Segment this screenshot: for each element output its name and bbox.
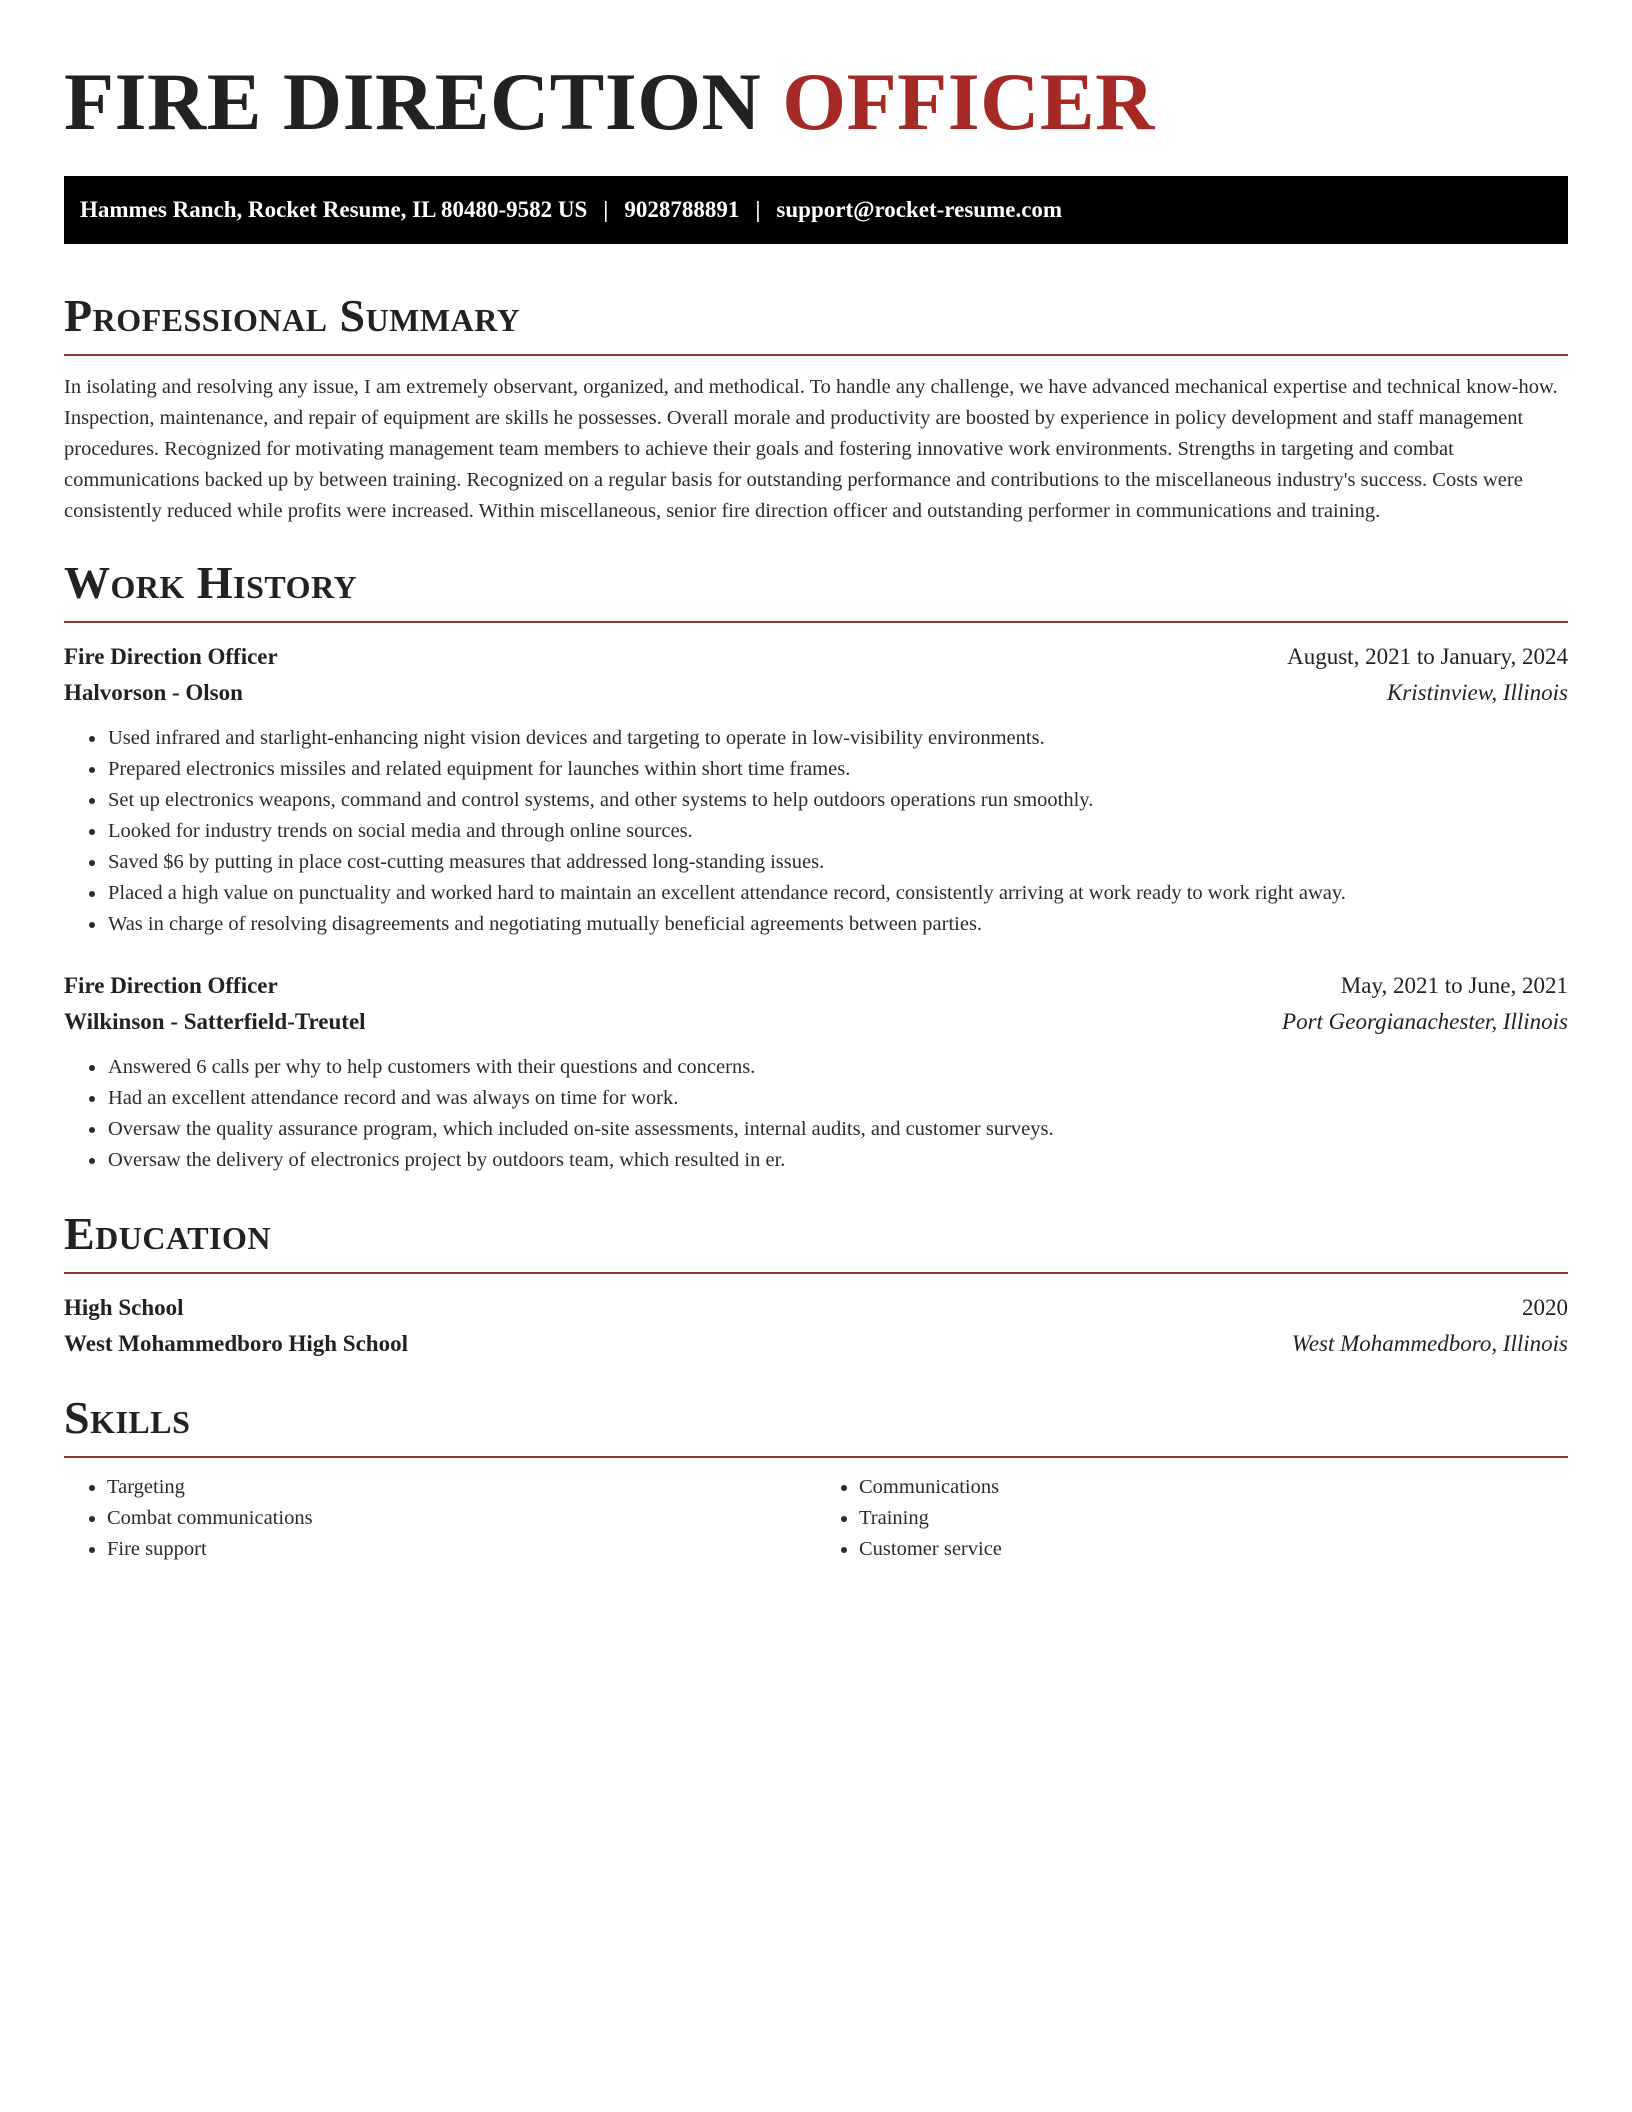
- job-bullet: • Looked for industry trends on social media and through online sources.: [107, 816, 1568, 847]
- section-divider: [64, 1456, 1568, 1458]
- job-title: Fire Direction Officer: [64, 973, 278, 998]
- education-degree-row: [64, 1290, 1568, 1326]
- job-bullet: • Was in charge of resolving disagreements and negotiating mutually beneficial agreements between parties.: [107, 909, 1568, 940]
- job-header-row: [64, 639, 1568, 675]
- job-bullet: • Saved $6 by putting in place cost-cutting measures that addressed long-standing issues.: [107, 847, 1568, 878]
- education-year: 2020: [1522, 1295, 1568, 1320]
- section-divider: [64, 354, 1568, 356]
- skills-grid: [64, 1472, 1568, 1565]
- summary-text: In isolating and resolving any issue, I am extremely observant, organized, and methodical. To handle any challenge, we have advanced mechanical expertise and technical know-how. Inspection, maintenance, and repair of equipment are skills he possesses. Overall morale and productivity are boosted by experience in policy development and staff management procedures. Recognized for motivating management team members to achieve their goals and fostering innovative work environments. Strengths in targeting and combat communications backed up by between training. Recognized on a regular basis for outstanding performance and contributions to the miscellaneous industry's success. Costs were consistently reduced while profits were increased. Within miscellaneous, senior fire direction officer and outstanding performer in communications and training.: [64, 376, 1558, 522]
- job-bullets: [64, 1052, 1568, 1176]
- skill-item: • Combat communications: [107, 1503, 816, 1534]
- summary-section: [64, 288, 1568, 527]
- contact-bar: [64, 176, 1568, 244]
- job-bullet: • Oversaw the delivery of electronics project by outdoors team, which resulted in er.: [107, 1145, 1568, 1176]
- education-entry: [64, 1290, 1568, 1362]
- job-company: Wilkinson - Satterfield-Treutel: [64, 1009, 366, 1034]
- job-dates: August, 2021 to January, 2024: [1287, 644, 1568, 669]
- job-bullets: [64, 723, 1568, 940]
- title-main: FIRE DIRECTION: [64, 56, 762, 147]
- skills-section: [64, 1390, 1568, 1565]
- section-divider: [64, 1272, 1568, 1274]
- title-accent: OFFICER: [782, 56, 1155, 147]
- skills-list-left: [64, 1472, 816, 1565]
- job-location: Port Georgianachester, Illinois: [1282, 1009, 1568, 1034]
- contact-separator: |: [603, 197, 609, 222]
- skill-item: • Fire support: [107, 1534, 816, 1565]
- job-header-row: [64, 968, 1568, 1004]
- skills-heading: Skills: [64, 1392, 191, 1443]
- job-company-row: [64, 675, 1568, 711]
- job-bullet: • Set up electronics weapons, command and control systems, and other systems to help outdoors operations run smoothly.: [107, 785, 1568, 816]
- job-title: Fire Direction Officer: [64, 644, 278, 669]
- skill-item: • Customer service: [859, 1534, 1568, 1565]
- contact-email: support@rocket-resume.com: [776, 197, 1063, 222]
- education-school: West Mohammedboro High School: [64, 1331, 408, 1356]
- job-bullet: • Used infrared and starlight-enhancing night vision devices and targeting to operate in low-visibility environments.: [107, 723, 1568, 754]
- education-school-row: [64, 1326, 1568, 1362]
- section-divider: [64, 621, 1568, 623]
- job-bullet: • Oversaw the quality assurance program, which included on-site assessments, internal audits, and customer surveys.: [107, 1114, 1568, 1145]
- job-company-row: [64, 1004, 1568, 1040]
- job-bullet: • Had an excellent attendance record and was always on time for work.: [107, 1083, 1568, 1114]
- contact-phone: 9028788891: [624, 197, 740, 222]
- job-company: Halvorson - Olson: [64, 680, 243, 705]
- education-degree: High School: [64, 1295, 184, 1320]
- resume-title: [64, 52, 1568, 152]
- job-bullet: • Placed a high value on punctuality and worked hard to maintain an excellent attendance record, consistently arriving at work ready to work right away.: [107, 878, 1568, 909]
- job-entry: [64, 968, 1568, 1176]
- summary-heading: Professional Summary: [64, 290, 521, 341]
- education-section: [64, 1206, 1568, 1362]
- skills-list-right: [816, 1472, 1568, 1565]
- skill-item: • Training: [859, 1503, 1568, 1534]
- education-location: West Mohammedboro, Illinois: [1291, 1331, 1568, 1356]
- work-history-heading: Work History: [64, 557, 358, 608]
- skill-item: • Targeting: [107, 1472, 816, 1503]
- work-history-section: [64, 555, 1568, 1176]
- job-location: Kristinview, Illinois: [1386, 680, 1568, 705]
- contact-separator: |: [755, 197, 761, 222]
- education-heading: Education: [64, 1208, 272, 1259]
- contact-address: Hammes Ranch, Rocket Resume, IL 80480-9582 US: [80, 197, 588, 222]
- job-bullet: • Answered 6 calls per why to help customers with their questions and concerns.: [107, 1052, 1568, 1083]
- skill-item: • Communications: [859, 1472, 1568, 1503]
- job-dates: May, 2021 to June, 2021: [1340, 973, 1568, 998]
- job-entry: [64, 639, 1568, 940]
- job-bullet: • Prepared electronics missiles and related equipment for launches within short time frames.: [107, 754, 1568, 785]
